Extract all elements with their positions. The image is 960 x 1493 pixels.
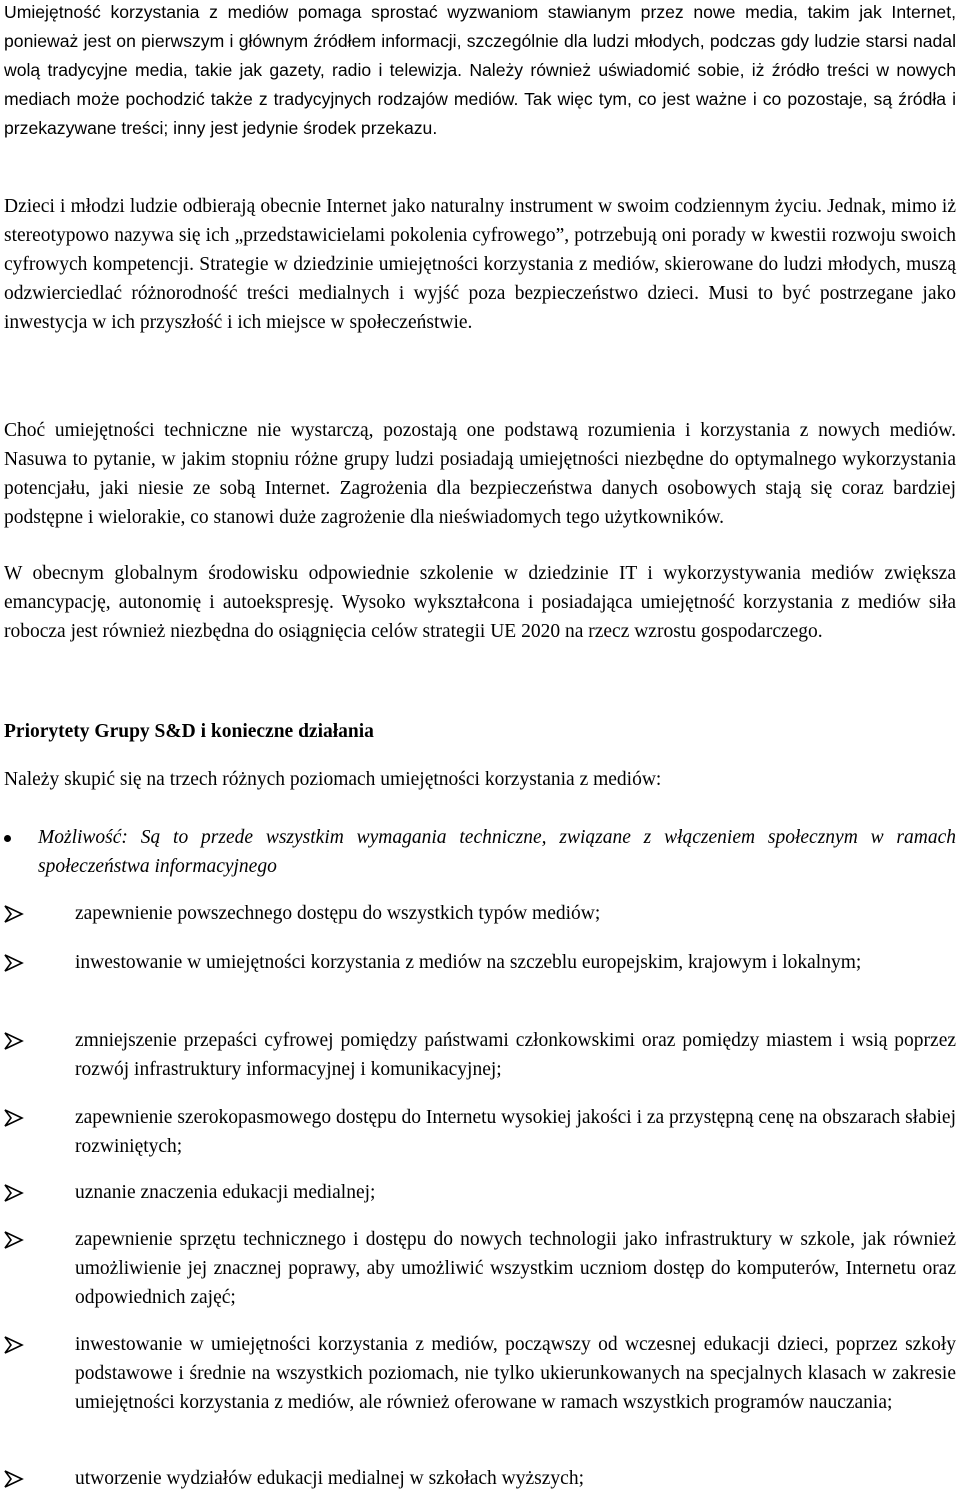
list-item [4, 1103, 956, 1161]
filled-circle-icon [4, 835, 11, 842]
list-item-text: zapewnienie powszechnego dostępu do wszystkich typów mediów; [75, 903, 601, 924]
arrowhead-icon [4, 1109, 24, 1127]
paragraph-1: Umiejętność korzystania z mediów pomaga sprostać wyzwaniom stawianym przez nowe media, takim jak Internet, ponieważ jest on pierwszym i głównym źródłem informacji, szczególnie dla ludzi młodych, podczas gdy ludzie starsi nadal wolą tradycyjne media, takie jak gazety, radio i telewizja. Należy również uświadomić sobie, iż źródło treści w nowych mediach może pochodzić także z tradycyjnych rodzajów mediów. Tak więc tym, co jest ważne i co pozostaje, są źródła i przekazywane treści; inny jest jedynie środek przekazu. [4, 2, 956, 138]
paragraph-4: W obecnym globalnym środowisku odpowiednie szkolenie w dziedzinie IT i wykorzystywania mediów zwiększa emancypację, autonomię i autoekspresję. Wysoko wykształcona i posiadająca umiejętność korzystania z mediów siła robocza jest również niezbędna do osiągnięcia celów strategii UE 2020 na rzecz wzrostu gospodarczego. [4, 563, 956, 642]
list-item-text: zapewnienie sprzętu technicznego i dostępu do nowych technologii jako infrastruktury w szkole, jak również umożliwienie jej znacznej poprawy, aby umożliwić wszystkim uczniom dostęp do komputerów, Internetu oraz odpowiednich zajęć; [75, 1229, 956, 1308]
paragraph-2: Dzieci i młodzi ludzie odbierają obecnie Internet jako naturalny instrument w swoim codziennym życiu. Jednak, mimo iż stereotypowo nazywa się ich „przedstawicielami pokolenia cyfrowego”, potrzebują oni porady w kwestii rozwoju swoich cyfrowych kompetencji. Strategie w dziedzinie umiejętności korzystania z mediów, skierowane do ludzi młodych, muszą odzwierciedlać różnorodność treści medialnych i wyjść poza bezpieczeństwo dzieci. Musi to być postrzegane jako inwestycja w ich przyszłość i ich miejsce w społeczeństwie. [4, 196, 956, 333]
arrowhead-icon [4, 1032, 24, 1050]
list-item [4, 899, 956, 928]
arrowhead-icon [4, 1336, 24, 1354]
arrowhead-icon [4, 1231, 24, 1249]
list-item-text: uznanie znaczenia edukacji medialnej; [75, 1182, 376, 1203]
section-intro: Należy skupić się na trzech różnych poziomach umiejętności korzystania z mediów: [4, 769, 662, 790]
list-item [4, 1026, 956, 1084]
list-item-text: inwestowanie w umiejętności korzystania z mediów, począwszy od wczesnej edukacji dzieci, poprzez szkoły podstawowe i średnie na wszystkich poziomach, nie tylko ukierunkowanych na specjalnych klasach w zakresie umiejętności korzystania z mediów, ale również oferowane w ramach wszystkich programów nauczania; [75, 1334, 956, 1413]
section-heading: Priorytety Grupy S&D i konieczne działania [4, 721, 374, 742]
list-item-text: utworzenie wydziałów edukacji medialnej w szkołach wyższych; [75, 1468, 584, 1489]
list-item-text: zapewnienie szerokopasmowego dostępu do Internetu wysokiej jakości i za przystępną cenę na obszarach słabiej rozwiniętych; [75, 1107, 956, 1157]
list-item-text: inwestowanie w umiejętności korzystania z mediów na szczeblu europejskim, krajowym i lokalnym; [75, 952, 862, 973]
arrowhead-icon [4, 905, 24, 923]
list-item [4, 1464, 956, 1493]
bullet-item [4, 823, 956, 881]
arrowhead-icon [4, 1470, 24, 1488]
list-item [4, 948, 956, 977]
arrowhead-icon [4, 954, 24, 972]
paragraph-3: Choć umiejętności techniczne nie wystarczą, pozostają one podstawą rozumienia i korzystania z nowych mediów. Nasuwa to pytanie, w jakim stopniu różne grupy ludzi posiadają umiejętności niezbędne do optymalnego wykorzystania potencjału, jaki niesie ze sobą Internet. Zagrożenia dla bezpieczeństwa danych osobowych stają się coraz bardziej podstępne i wielorakie, co stanowi duże zagrożenie dla nieświadomych tego użytkowników. [4, 420, 956, 528]
list-item-text: zmniejszenie przepaści cyfrowej pomiędzy państwami członkowskimi oraz pomiędzy miastem i wsią poprzez rozwój infrastruktury informacyjnej i komunikacyjnej; [75, 1030, 956, 1080]
bullet-text: Możliwość: Są to przede wszystkim wymagania techniczne, związane z włączeniem społecznym w ramach społeczeństwa informacyjnego [38, 827, 956, 877]
list-item [4, 1330, 956, 1417]
list-item [4, 1225, 956, 1312]
list-item [4, 1178, 956, 1207]
arrowhead-icon [4, 1184, 24, 1202]
